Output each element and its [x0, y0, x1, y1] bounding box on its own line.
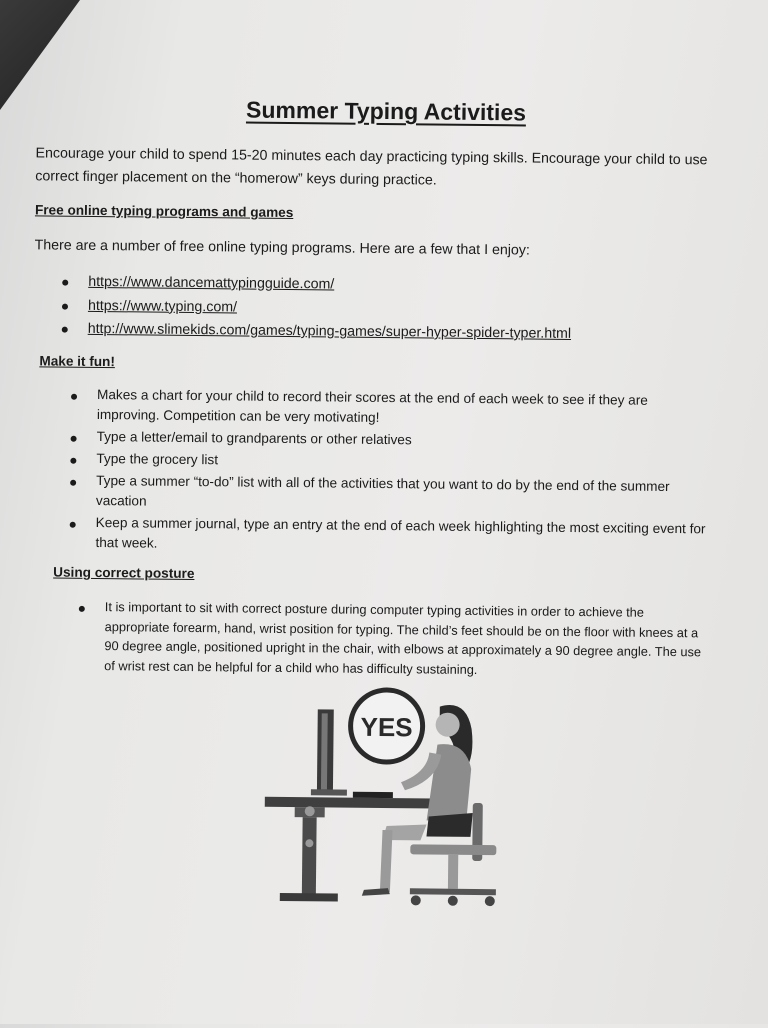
bullet-icon: [71, 436, 77, 442]
fun-item-text: Type the grocery list: [96, 450, 219, 468]
posture-heading: Using correct posture: [53, 564, 195, 582]
list-item: [88, 318, 572, 347]
page-title: Summer Typing Activities: [245, 96, 527, 126]
programs-lead: There are a number of free online typing programs. Here are a few that I enjoy:: [34, 237, 530, 259]
link-typing[interactable]: https://www.typing.com/: [87, 297, 238, 315]
fun-item-text: Type a letter/email to grandparents or other relatives: [96, 428, 412, 448]
fun-item-text: Makes a chart for your child to record their scores at the end of each week to see if they are improving. Competition can be very motivating!: [96, 387, 648, 425]
links-list: [88, 271, 572, 347]
bullet-icon: [79, 606, 85, 612]
list-item: [95, 513, 705, 559]
desk-icon: [265, 797, 435, 809]
bullet-icon: [62, 303, 68, 309]
yes-badge-text: YES: [360, 711, 413, 743]
bullet-icon: [70, 522, 76, 528]
bullet-icon: [62, 280, 68, 286]
bullet-icon: [71, 394, 77, 400]
link-dancemat[interactable]: https://www.dancemattypingguide.com/: [88, 273, 335, 293]
fun-item-text: Type a summer “to-do” list with all of the activities that you want to do by the end of the summer vacation: [95, 472, 670, 509]
bullet-icon: [62, 327, 68, 333]
bullet-icon: [70, 480, 76, 486]
keyboard-icon: [353, 792, 393, 798]
fun-list: [95, 385, 707, 561]
link-slimekids[interactable]: http://www.slimekids.com/games/typing-games/super-hyper-spider-typer.html: [87, 320, 572, 342]
bullet-icon: [70, 458, 76, 464]
list-item: [104, 597, 705, 681]
fun-item-text: Keep a summer journal, type an entry at the end of each week highlighting the most exciting event for that week.: [95, 514, 706, 551]
programs-heading: Free online typing programs and games: [34, 202, 294, 221]
posture-item-text: It is important to sit with correct posture during computer typing activities in order to achieve the appropriate forearm, hand, wrist position for typing. The child’s feet should be on the floor with knees at a 90 degree angle, positioned upright in the chair, with elbows at approximately a 90 degree angle. The use of wrist rest can be helpful for a child who has difficulty sustaining.: [104, 599, 702, 677]
posture-list: [104, 597, 705, 681]
intro-paragraph: Encourage your child to spend 15-20 minutes each day practicing typing skills. Encourage your child to use correct finger placement on the “homerow” keys during practice.: [35, 145, 708, 189]
fun-heading: Make it fun!: [39, 353, 116, 370]
list-item: [96, 471, 706, 517]
list-item: [97, 385, 707, 431]
posture-illustration: [260, 683, 502, 916]
